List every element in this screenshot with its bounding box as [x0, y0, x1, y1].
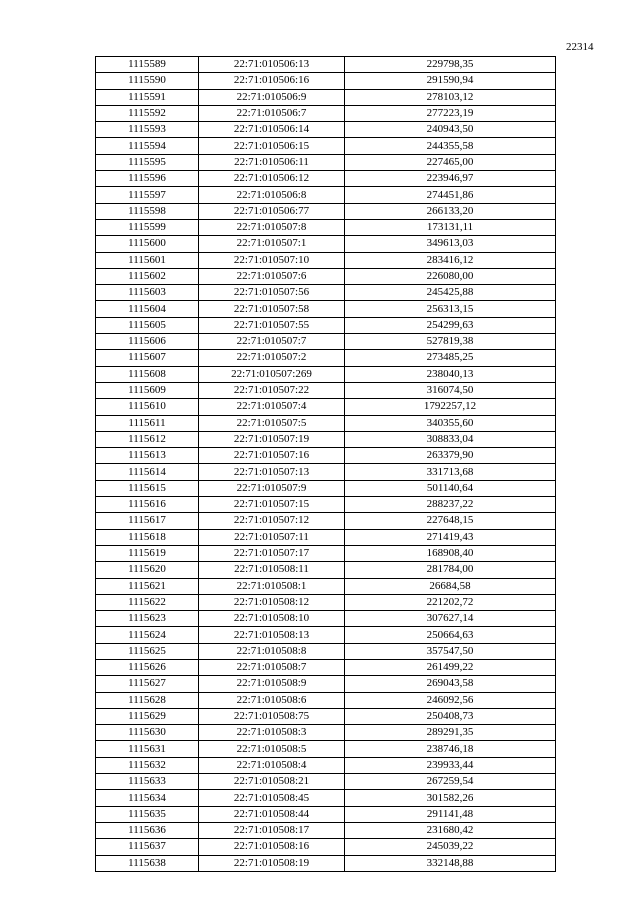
table-row — [96, 708, 556, 724]
table-row — [96, 822, 556, 838]
row-number-cell: 1115590 — [96, 73, 199, 89]
row-number-cell: 1115635 — [96, 806, 199, 822]
value-cell: 308833,04 — [345, 431, 556, 447]
value-cell: 271419,43 — [345, 529, 556, 545]
cadastral-number-cell: 22:71:010507:15 — [199, 497, 345, 513]
table-row — [96, 676, 556, 692]
cadastral-number-cell: 22:71:010507:19 — [199, 431, 345, 447]
table-row — [96, 562, 556, 578]
value-cell: 229798,35 — [345, 57, 556, 73]
row-number-cell: 1115605 — [96, 317, 199, 333]
cadastral-number-cell: 22:71:010507:8 — [199, 219, 345, 235]
row-number-cell: 1115608 — [96, 366, 199, 382]
table-row — [96, 105, 556, 121]
table-row — [96, 790, 556, 806]
table-row — [96, 187, 556, 203]
row-number-cell: 1115627 — [96, 676, 199, 692]
cadastral-number-cell: 22:71:010507:6 — [199, 268, 345, 284]
value-cell: 316074,50 — [345, 382, 556, 398]
row-number-cell: 1115602 — [96, 268, 199, 284]
cadastral-number-cell: 22:71:010508:45 — [199, 790, 345, 806]
table-row — [96, 545, 556, 561]
value-cell: 273485,25 — [345, 350, 556, 366]
value-cell: 278103,12 — [345, 89, 556, 105]
value-cell: 227465,00 — [345, 154, 556, 170]
value-cell: 221202,72 — [345, 594, 556, 610]
value-cell: 238040,13 — [345, 366, 556, 382]
cadastral-number-cell: 22:71:010507:10 — [199, 252, 345, 268]
page-number: 22314 — [566, 41, 594, 53]
table-row — [96, 659, 556, 675]
row-number-cell: 1115604 — [96, 301, 199, 317]
row-number-cell: 1115632 — [96, 757, 199, 773]
row-number-cell: 1115589 — [96, 57, 199, 73]
table-row — [96, 73, 556, 89]
table-row — [96, 431, 556, 447]
cadastral-number-cell: 22:71:010507:56 — [199, 285, 345, 301]
value-cell: 307627,14 — [345, 611, 556, 627]
table-row — [96, 350, 556, 366]
cadastral-number-cell: 22:71:010508:4 — [199, 757, 345, 773]
row-number-cell: 1115616 — [96, 497, 199, 513]
cadastral-number-cell: 22:71:010508:8 — [199, 643, 345, 659]
row-number-cell: 1115603 — [96, 285, 199, 301]
table-body — [96, 57, 556, 872]
table-row — [96, 529, 556, 545]
table-row — [96, 497, 556, 513]
row-number-cell: 1115633 — [96, 774, 199, 790]
value-cell: 245425,88 — [345, 285, 556, 301]
value-cell: 239933,44 — [345, 757, 556, 773]
value-cell: 261499,22 — [345, 659, 556, 675]
table-row — [96, 219, 556, 235]
value-cell: 226080,00 — [345, 268, 556, 284]
row-number-cell: 1115620 — [96, 562, 199, 578]
value-cell: 527819,38 — [345, 334, 556, 350]
cadastral-number-cell: 22:71:010507:7 — [199, 334, 345, 350]
value-cell: 263379,90 — [345, 448, 556, 464]
value-cell: 250664,63 — [345, 627, 556, 643]
value-cell: 269043,58 — [345, 676, 556, 692]
table-row — [96, 643, 556, 659]
value-cell: 291141,48 — [345, 806, 556, 822]
table-row — [96, 285, 556, 301]
table-row — [96, 57, 556, 73]
value-cell: 274451,86 — [345, 187, 556, 203]
row-number-cell: 1115610 — [96, 399, 199, 415]
row-number-cell: 1115596 — [96, 171, 199, 187]
table-row — [96, 154, 556, 170]
table-row — [96, 89, 556, 105]
row-number-cell: 1115623 — [96, 611, 199, 627]
row-number-cell: 1115611 — [96, 415, 199, 431]
row-number-cell: 1115615 — [96, 480, 199, 496]
row-number-cell: 1115625 — [96, 643, 199, 659]
row-number-cell: 1115630 — [96, 725, 199, 741]
value-cell: 173131,11 — [345, 219, 556, 235]
row-number-cell: 1115618 — [96, 529, 199, 545]
cadastral-number-cell: 22:71:010506:9 — [199, 89, 345, 105]
cadastral-number-cell: 22:71:010507:269 — [199, 366, 345, 382]
cadastral-number-cell: 22:71:010507:11 — [199, 529, 345, 545]
table-row — [96, 594, 556, 610]
value-cell: 349613,03 — [345, 236, 556, 252]
cadastral-number-cell: 22:71:010508:5 — [199, 741, 345, 757]
cadastral-number-cell: 22:71:010507:4 — [199, 399, 345, 415]
cadastral-number-cell: 22:71:010507:2 — [199, 350, 345, 366]
row-number-cell: 1115636 — [96, 822, 199, 838]
cadastral-number-cell: 22:71:010508:44 — [199, 806, 345, 822]
row-number-cell: 1115594 — [96, 138, 199, 154]
table-row — [96, 138, 556, 154]
value-cell: 283416,12 — [345, 252, 556, 268]
row-number-cell: 1115597 — [96, 187, 199, 203]
cadastral-number-cell: 22:71:010508:16 — [199, 839, 345, 855]
value-cell: 288237,22 — [345, 497, 556, 513]
cadastral-number-cell: 22:71:010507:17 — [199, 545, 345, 561]
cadastral-number-cell: 22:71:010508:13 — [199, 627, 345, 643]
cadastral-number-cell: 22:71:010507:13 — [199, 464, 345, 480]
row-number-cell: 1115637 — [96, 839, 199, 855]
cadastral-number-cell: 22:71:010508:12 — [199, 594, 345, 610]
row-number-cell: 1115638 — [96, 855, 199, 871]
cadastral-number-cell: 22:71:010507:9 — [199, 480, 345, 496]
row-number-cell: 1115626 — [96, 659, 199, 675]
table-row — [96, 301, 556, 317]
table-row — [96, 480, 556, 496]
cadastral-number-cell: 22:71:010507:58 — [199, 301, 345, 317]
value-cell: 291590,94 — [345, 73, 556, 89]
table-row — [96, 692, 556, 708]
row-number-cell: 1115607 — [96, 350, 199, 366]
row-number-cell: 1115595 — [96, 154, 199, 170]
cadastral-number-cell: 22:71:010507:12 — [199, 513, 345, 529]
table-row — [96, 122, 556, 138]
table-row — [96, 464, 556, 480]
row-number-cell: 1115619 — [96, 545, 199, 561]
table-row — [96, 448, 556, 464]
cadastral-number-cell: 22:71:010508:11 — [199, 562, 345, 578]
cadastral-number-cell: 22:71:010508:17 — [199, 822, 345, 838]
table-row — [96, 774, 556, 790]
cadastral-number-cell: 22:71:010508:7 — [199, 659, 345, 675]
row-number-cell: 1115591 — [96, 89, 199, 105]
value-cell: 332148,88 — [345, 855, 556, 871]
table-row — [96, 513, 556, 529]
cadastral-number-cell: 22:71:010508:1 — [199, 578, 345, 594]
value-cell: 231680,42 — [345, 822, 556, 838]
cadastral-number-cell: 22:71:010506:7 — [199, 105, 345, 121]
table-row — [96, 839, 556, 855]
table-row — [96, 252, 556, 268]
value-cell: 277223,19 — [345, 105, 556, 121]
value-cell: 244355,58 — [345, 138, 556, 154]
cadastral-number-cell: 22:71:010508:3 — [199, 725, 345, 741]
cadastral-number-cell: 22:71:010506:13 — [199, 57, 345, 73]
value-cell: 168908,40 — [345, 545, 556, 561]
value-cell: 357547,50 — [345, 643, 556, 659]
table-row — [96, 171, 556, 187]
row-number-cell: 1115599 — [96, 219, 199, 235]
value-cell: 340355,60 — [345, 415, 556, 431]
table-row — [96, 741, 556, 757]
cadastral-number-cell: 22:71:010506:16 — [199, 73, 345, 89]
row-number-cell: 1115624 — [96, 627, 199, 643]
row-number-cell: 1115601 — [96, 252, 199, 268]
row-number-cell: 1115629 — [96, 708, 199, 724]
row-number-cell: 1115592 — [96, 105, 199, 121]
row-number-cell: 1115628 — [96, 692, 199, 708]
cadastral-number-cell: 22:71:010508:10 — [199, 611, 345, 627]
table-row — [96, 268, 556, 284]
value-cell: 289291,35 — [345, 725, 556, 741]
value-cell: 223946,97 — [345, 171, 556, 187]
table-row — [96, 399, 556, 415]
table-row — [96, 611, 556, 627]
value-cell: 250408,73 — [345, 708, 556, 724]
table-row — [96, 806, 556, 822]
table-row — [96, 317, 556, 333]
cadastral-number-cell: 22:71:010506:8 — [199, 187, 345, 203]
table-row — [96, 203, 556, 219]
row-number-cell: 1115622 — [96, 594, 199, 610]
table-row — [96, 757, 556, 773]
row-number-cell: 1115613 — [96, 448, 199, 464]
row-number-cell: 1115614 — [96, 464, 199, 480]
table-row — [96, 578, 556, 594]
value-cell: 331713,68 — [345, 464, 556, 480]
row-number-cell: 1115606 — [96, 334, 199, 350]
value-cell: 245039,22 — [345, 839, 556, 855]
cadastral-number-cell: 22:71:010507:16 — [199, 448, 345, 464]
cadastral-number-cell: 22:71:010508:9 — [199, 676, 345, 692]
row-number-cell: 1115609 — [96, 382, 199, 398]
value-cell: 267259,54 — [345, 774, 556, 790]
cadastral-number-cell: 22:71:010506:11 — [199, 154, 345, 170]
value-cell: 301582,26 — [345, 790, 556, 806]
table-row — [96, 627, 556, 643]
value-cell: 227648,15 — [345, 513, 556, 529]
row-number-cell: 1115634 — [96, 790, 199, 806]
value-cell: 254299,63 — [345, 317, 556, 333]
row-number-cell: 1115631 — [96, 741, 199, 757]
table-row — [96, 855, 556, 871]
row-number-cell: 1115598 — [96, 203, 199, 219]
value-cell: 246092,56 — [345, 692, 556, 708]
cadastral-number-cell: 22:71:010507:5 — [199, 415, 345, 431]
cadastral-number-cell: 22:71:010508:75 — [199, 708, 345, 724]
table-row — [96, 725, 556, 741]
cadastral-number-cell: 22:71:010506:15 — [199, 138, 345, 154]
row-number-cell: 1115617 — [96, 513, 199, 529]
table-row — [96, 415, 556, 431]
table-row — [96, 236, 556, 252]
value-cell: 256313,15 — [345, 301, 556, 317]
cadastral-number-cell: 22:71:010508:19 — [199, 855, 345, 871]
cadastral-number-cell: 22:71:010506:14 — [199, 122, 345, 138]
value-cell: 238746,18 — [345, 741, 556, 757]
value-cell: 240943,50 — [345, 122, 556, 138]
value-cell: 281784,00 — [345, 562, 556, 578]
value-cell: 1792257,12 — [345, 399, 556, 415]
cadastral-number-cell: 22:71:010507:55 — [199, 317, 345, 333]
table-row — [96, 366, 556, 382]
cadastral-value-table — [95, 56, 556, 872]
cadastral-number-cell: 22:71:010506:77 — [199, 203, 345, 219]
row-number-cell: 1115621 — [96, 578, 199, 594]
row-number-cell: 1115612 — [96, 431, 199, 447]
row-number-cell: 1115593 — [96, 122, 199, 138]
cadastral-number-cell: 22:71:010507:1 — [199, 236, 345, 252]
value-cell: 501140,64 — [345, 480, 556, 496]
row-number-cell: 1115600 — [96, 236, 199, 252]
cadastral-number-cell: 22:71:010508:21 — [199, 774, 345, 790]
table-row — [96, 382, 556, 398]
cadastral-number-cell: 22:71:010507:22 — [199, 382, 345, 398]
value-cell: 266133,20 — [345, 203, 556, 219]
value-cell: 26684,58 — [345, 578, 556, 594]
cadastral-number-cell: 22:71:010508:6 — [199, 692, 345, 708]
cadastral-number-cell: 22:71:010506:12 — [199, 171, 345, 187]
table-row — [96, 334, 556, 350]
